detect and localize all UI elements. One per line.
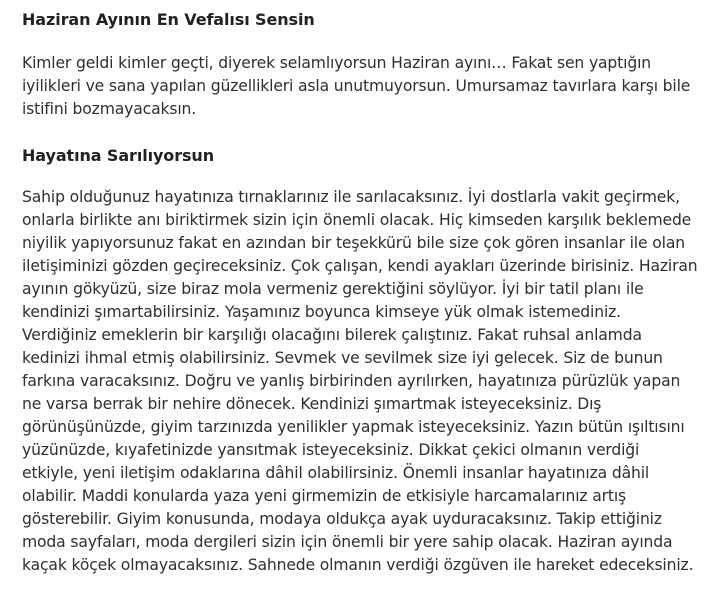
section-heading-vefali: Haziran Ayının En Vefalısı Sensin <box>22 10 315 29</box>
section-heading-hayatina-sariliyorsun: Hayatına Sarılıyorsun <box>22 146 214 165</box>
section-paragraph-hayatina-sariliyorsun: Sahip olduğunuz hayatınıza tırnaklarınız ile sarılacaksınız. İyi dostlarla vakit geçirmek, onlarla birlikte anı biriktirmek sizin için önemli olacak. Hiç kimseden karşılık beklemede niyilik yapıyorsunuz fakat en azından bir teşekkürü bile size çok gören insanlar ile olan iletişiminizi gözden geçireceksiniz. Çok çalışan, kendi ayakları üzerinde birisiniz. Haziran ayının gökyüzü, size biraz mola vermeniz gerektiğini söylüyor. İyi bir tatil planı ile kendinizi şımartabilirsiniz. Yaşamınız boyunca kimseye yük olmak istemediniz. Verdiğiniz emeklerin bir karşılığı olacağını bilerek çalıştınız. Fakat ruhsal anlamda kedinizi ihmal etmiş olabilirsiniz. Sevmek ve sevilmek size iyi gelecek. Siz de bunun farkına varacaksınız. Doğru ve yanlış birbirinden ayrılırken, hayatınıza pürüzlük yapan ne varsa berrak bir nehire dönecek. Kendinizi şımartmak isteyeceksiniz. Dış görünüşünüzde, giyim tarzınızda yenilikler yapmak isteyeceksiniz. Yazın bütün ışıltısını yüzünüzde, kıyafetinizde yansıtmak isteyeceksiniz. Dikkat çekici olmanın verdiği etkiyle, yeni iletişim odaklarına dâhil olabilirsiniz. Önemli insanlar hayatınıza dâhil olabilir. Maddi konularda yaza yeni girmemizin de etkisiyle harcamalarınız artış gösterebilir. Giyim konusunda, modaya oldukça ayak uyduracaksınız. Takip ettiğiniz moda sayfaları, moda dergileri sizin için önemli bir yere sahip olacak. Haziran ayında kaçak köçek olmayacaksınız. Sahnede olmanın verdiği özgüven ile hareket edeceksiniz. <box>22 188 698 574</box>
section-paragraph-vefali: Kimler geldi kimler geçti, diyerek selamlıyorsun Haziran ayını… Fakat sen yaptığın iyilikleri ve sana yapılan güzellikleri asla unutmuyorsun. Umursamaz tavırlara karşı bile istifini bozmayacaksın. <box>22 54 691 118</box>
